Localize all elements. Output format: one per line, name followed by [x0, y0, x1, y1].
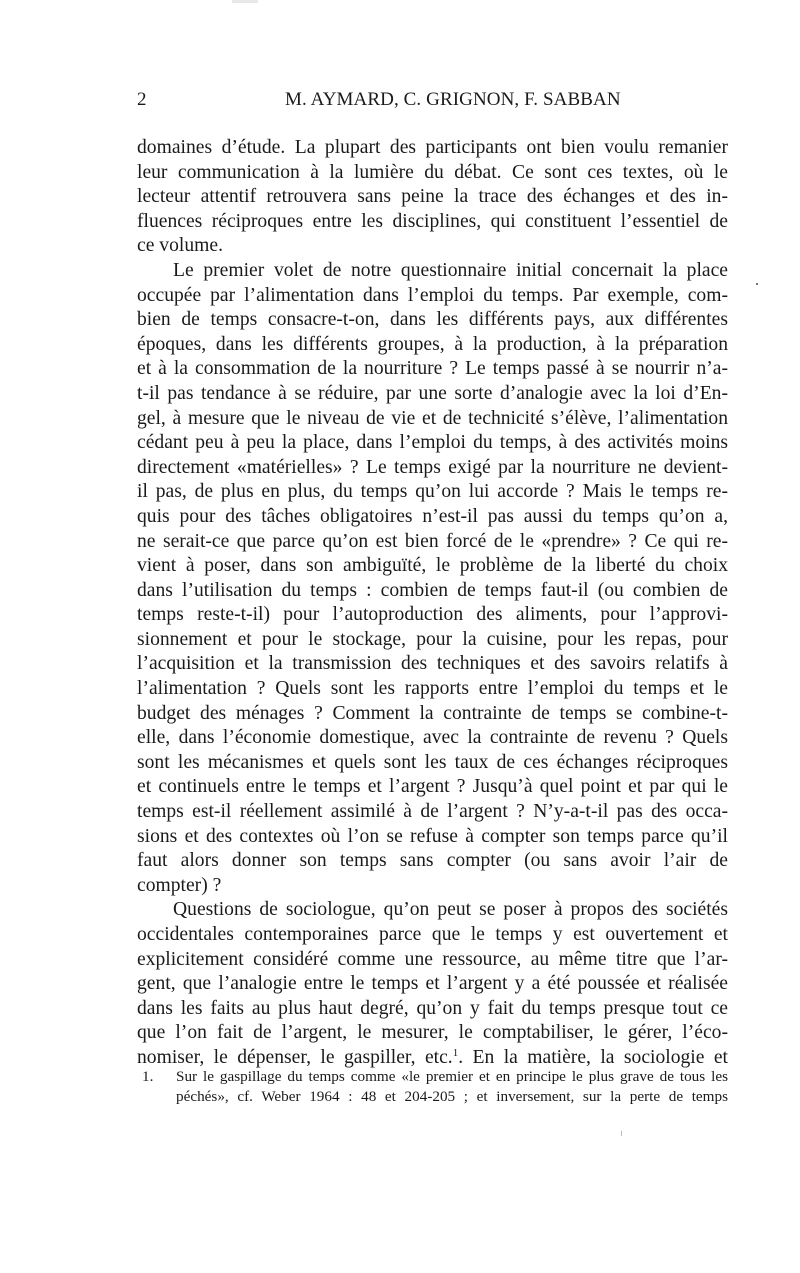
footnote-1	[142, 1067, 728, 1107]
text-line: il pas, de plus en plus, du temps qu’on lui accorde ? Mais le temps re-	[137, 481, 728, 503]
text-line: temps est-il réellement assimilé à de l’argent ? N’y-a-t-il pas des occa-	[137, 801, 728, 823]
text-line: époques, dans les différents groupes, à la production, à la préparation	[137, 333, 728, 355]
text-line: ce volume.	[137, 235, 223, 257]
scan-speck	[621, 1131, 622, 1136]
body-text	[137, 136, 728, 1071]
text-segment: nomiser, le dépenser, le gaspiller, etc.	[137, 1046, 453, 1068]
text-line: sionnement et pour le stockage, pour la cuisine, pour les repas, pour	[137, 628, 728, 650]
running-head	[137, 88, 728, 112]
text-line: gent, que l’analogie entre le temps et l’argent y a été poussée et réalisée	[137, 973, 728, 995]
text-line: sont les mécanismes et quels sont les taux de ces échanges réciproques	[137, 751, 728, 773]
footnote-number: 1.	[142, 1068, 154, 1085]
text-line: fluences réciproques entre les disciplines, qui constituent l’essentiel de	[137, 210, 728, 232]
text-line: occidentales contemporaines parce que le temps y est ouvertement et	[137, 924, 728, 945]
text-line: sions et des contextes où l’on se refuse à compter son temps parce qu’il	[137, 825, 728, 847]
text-line: l’acquisition et la transmission des techniques et des savoirs relatifs à	[137, 653, 728, 675]
text-line: et continuels entre le temps et l’argent ? Jusqu’à quel point et par qui le	[137, 776, 728, 798]
footnote-reference[interactable]: 1	[452, 1046, 459, 1059]
page-number: 2	[137, 89, 147, 110]
text-line: budget des ménages ? Comment la contrainte de temps se combine-t-	[137, 702, 728, 724]
text-line: vient à poser, dans son ambiguïté, le problème de la liberté du choix	[137, 555, 728, 577]
text-line: faut alors donner son temps sans compter (ou sans avoir l’air de	[137, 850, 728, 872]
text-line: occupée par l’alimentation dans l’emploi du temps. Par exemple, com-	[137, 284, 728, 306]
text-line: que l’on fait de l’argent, le mesurer, le comptabiliser, le gérer, l’éco-	[137, 1022, 728, 1044]
text-line: lecteur attentif retrouvera sans peine la trace des échanges et des in-	[137, 186, 728, 208]
text-line: explicitement considéré comme une ressource, au même titre que l’ar-	[137, 948, 728, 970]
footnotes	[142, 1067, 728, 1107]
text-line: leur communication à la lumière du débat. Ce sont ces textes, où le	[137, 161, 728, 183]
text-line: l’alimentation ? Quels sont les rapports entre l’emploi du temps et le	[137, 678, 728, 700]
footnote-line: Sur le gaspillage du temps comme «le premier et en principe le plus grave de tous les	[176, 1068, 728, 1085]
stray-ink-mark	[756, 283, 758, 285]
text-line: domaines d’étude. La plupart des participants ont bien voulu remanier	[137, 137, 728, 158]
text-line: ne serait-ce que parce qu’on est bien forcé de le «prendre» ? Ce qui re-	[137, 530, 728, 552]
text-line: directement «matérielles» ? Le temps exigé par la nourriture ne devient-	[137, 456, 728, 478]
footnote-line: péchés», cf. Weber 1964 : 48 et 204-205 ; et inversement, sur la perte de temps	[176, 1088, 728, 1105]
text-line: quis pour des tâches obligatoires n’est-il pas aussi du temps qu’on a,	[137, 505, 728, 527]
text-segment: . En la matière, la sociologie et	[458, 1046, 729, 1068]
text-line: gel, à mesure que le niveau de vie et de technicité s’élève, l’alimentation	[137, 407, 728, 429]
text-line: elle, dans l’économie domestique, avec la contrainte de revenu ? Quels	[137, 727, 728, 749]
text-line: cédant peu à peu la place, dans l’emploi du temps, à des activités moins	[137, 432, 728, 454]
paragraph-first-line: Le premier volet de notre questionnaire initial concernait la place	[173, 259, 728, 281]
text-line: compter) ?	[137, 874, 222, 896]
running-head-authors: M. AYMARD, C. GRIGNON, F. SABBAN	[285, 89, 621, 110]
paragraph-first-line: Questions de sociologue, qu’on peut se poser à propos des sociétés	[173, 899, 728, 921]
text-line: t-il pas tendance à se réduire, par une sorte d’analogie avec la loi d’En-	[137, 382, 728, 404]
scan-artifact	[232, 0, 258, 3]
text-line: temps reste-t-il) pour l’autoproduction des aliments, pour l’approvi-	[137, 604, 728, 626]
text-line: dans les faits au plus haut degré, qu’on y fait du temps presque tout ce	[137, 997, 728, 1019]
text-line: bien de temps consacre-t-on, dans les différents pays, aux différentes	[137, 309, 728, 331]
text-line: et à la consommation de la nourriture ? Le temps passé à se nourrir n’a-	[137, 358, 728, 380]
text-line: dans l’utilisation du temps : combien de temps faut-il (ou combien de	[137, 579, 728, 601]
